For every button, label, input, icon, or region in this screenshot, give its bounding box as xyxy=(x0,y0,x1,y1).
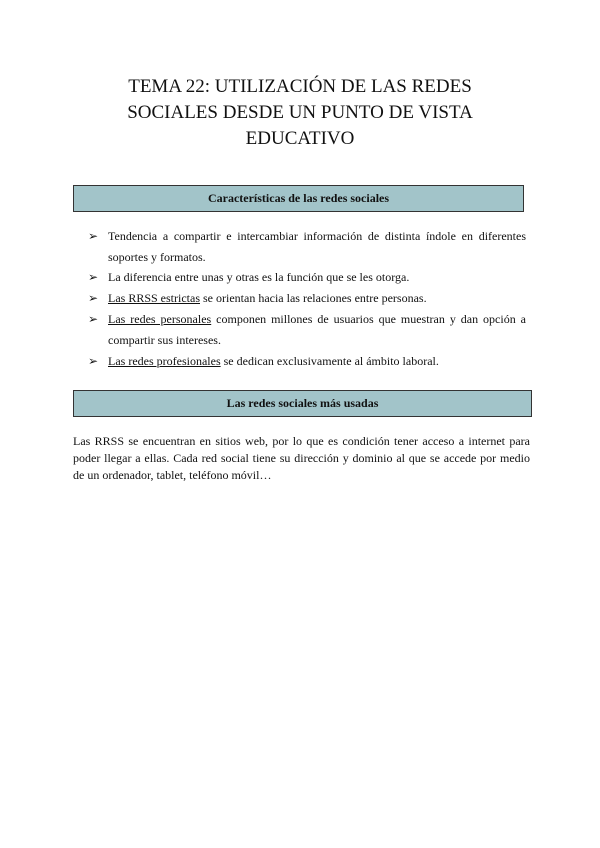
page-title-line-2: SOCIALES DESDE UN PUNTO DE VISTA xyxy=(127,102,473,123)
arrow-bullet-icon: ➢ xyxy=(88,229,99,243)
bullet-1-line-2: soportes y formatos. xyxy=(108,250,206,264)
paragraph-line-3: de un ordenador, tablet, teléfono móvil… xyxy=(73,468,272,482)
bullet-1-line-1: Tendencia a compartir e intercambiar información de distinta índole en diferentes xyxy=(108,229,526,243)
bullet-4-text: componen millones de usuarios que muestran y dan opción a xyxy=(211,312,526,326)
bullet-3-term: Las RRSS estrictas xyxy=(108,291,200,305)
bullet-3 xyxy=(108,290,427,306)
page-title-line-3: EDUCATIVO xyxy=(245,128,355,149)
arrow-bullet-icon: ➢ xyxy=(88,312,99,326)
bullet-5 xyxy=(108,353,439,369)
bullet-5-text: se dedican exclusivamente al ámbito laboral. xyxy=(220,354,439,368)
bullet-4-line-1 xyxy=(108,311,526,327)
arrow-bullet-icon: ➢ xyxy=(88,354,99,368)
page-title-line-1: TEMA 22: UTILIZACIÓN DE LAS REDES xyxy=(128,76,472,97)
bullet-2: La diferencia entre unas y otras es la función que se les otorga. xyxy=(108,270,410,284)
section-heading-mas-usadas: Las redes sociales más usadas xyxy=(73,390,532,417)
bullet-3-text: se orientan hacia las relaciones entre personas. xyxy=(200,291,427,305)
arrow-bullet-icon: ➢ xyxy=(88,270,99,284)
bullet-5-term: Las redes profesionales xyxy=(108,354,221,368)
section-heading-caracteristicas: Características de las redes sociales xyxy=(73,185,524,212)
bullet-4-term: Las redes personales xyxy=(108,312,212,326)
paragraph-line-1: Las RRSS se encuentran en sitios web, por lo que es condición tener acceso a internet para xyxy=(73,434,530,448)
arrow-bullet-icon: ➢ xyxy=(88,291,99,305)
paragraph-line-2: poder llegar a ellas. Cada red social tiene su dirección y dominio al que se accede por medio xyxy=(73,451,530,465)
bullet-4-line-2: compartir sus intereses. xyxy=(108,333,221,347)
